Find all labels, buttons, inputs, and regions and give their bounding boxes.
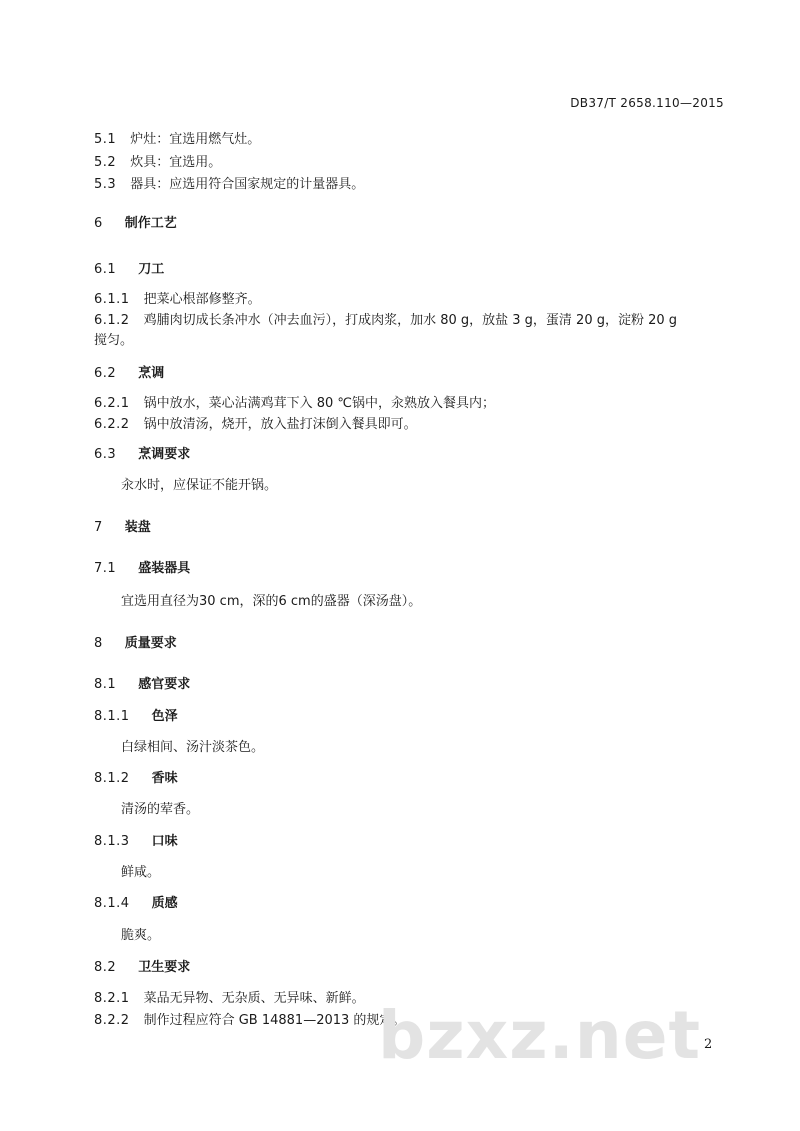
section-6-heading: [94, 216, 177, 232]
paragraph-text: 白绿相间、汤汁淡茶色。: [121, 740, 265, 755]
section-title: 刀工: [138, 262, 165, 277]
section-number: 8: [94, 636, 103, 651]
section-number: 6.2: [94, 366, 117, 381]
clause-number: 6.1.2: [94, 313, 130, 328]
clause-number: 8.2.2: [94, 1013, 130, 1028]
section-number: 6.1: [94, 262, 117, 277]
section-number: 8.1.2: [94, 771, 130, 786]
section-8-1-heading: [94, 677, 190, 693]
section-number: 8.1.4: [94, 896, 130, 911]
clause-number: 5.2: [94, 155, 117, 170]
paragraph-8-1-3: [121, 865, 160, 881]
paragraph-8-1-2: [121, 802, 199, 818]
paragraph-8-1-4: [121, 928, 160, 944]
paragraph-6-3: [121, 478, 277, 494]
page-number: 2: [704, 1037, 713, 1052]
clause-number: 5.1: [94, 132, 117, 147]
section-title: 盛装器具: [138, 561, 191, 576]
section-title: 装盘: [124, 520, 151, 535]
clause-text: 器具：应选用符合国家规定的计量器具。: [130, 177, 365, 192]
paragraph-text: 清汤的荤香。: [121, 802, 200, 817]
paragraph-7-1: [121, 594, 421, 610]
clause-text: 炉灶：宜选用燃气灶。: [130, 132, 261, 147]
paragraph-8-1-1: [121, 740, 264, 756]
section-title: 口味: [151, 834, 178, 849]
section-6-2-heading: [94, 366, 164, 382]
section-title: 烹调: [138, 366, 165, 381]
clause-5-3: [94, 177, 364, 193]
clause-number: 5.3: [94, 177, 117, 192]
section-title: 感官要求: [138, 677, 191, 692]
paragraph-text: 汆水时，应保证不能开锅。: [121, 478, 278, 493]
section-number: 8.2: [94, 960, 117, 975]
clause-6-2-1: [94, 396, 495, 412]
section-6-1-heading: [94, 262, 164, 278]
standard-code: DB37/T 2658.110—2015: [570, 96, 724, 110]
section-title: 质量要求: [124, 636, 177, 651]
clause-text: 锅中放清汤，烧开，放入盐打沫倒入餐具即可。: [143, 417, 417, 432]
section-6-3-heading: [94, 447, 190, 463]
section-number: 7.1: [94, 561, 117, 576]
clause-6-1-2: [94, 313, 677, 329]
paragraph-text: 鲜咸。: [121, 865, 161, 880]
section-number: 8.1: [94, 677, 117, 692]
section-number: 8.1.3: [94, 834, 130, 849]
clause-text: 锅中放水，菜心沾满鸡茸下入 80 ℃锅中，汆熟放入餐具内；: [143, 396, 495, 411]
clause-5-1: [94, 132, 260, 148]
clause-6-1-2-continued: [94, 333, 133, 349]
section-number: 6: [94, 216, 103, 231]
clause-8-2-1: [94, 991, 365, 1007]
section-number: 7: [94, 520, 103, 535]
section-7-1-heading: [94, 561, 190, 577]
section-title: 制作工艺: [124, 216, 177, 231]
clause-6-1-1: [94, 292, 261, 308]
section-title: 质感: [151, 896, 178, 911]
section-title: 烹调要求: [138, 447, 191, 462]
paragraph-text: 宜选用直径为30 cm，深的6 cm的盛器（深汤盘）。: [121, 594, 422, 609]
section-title: 色泽: [151, 709, 178, 724]
clause-6-2-2: [94, 417, 417, 433]
section-8-1-1-heading: [94, 709, 178, 725]
clause-text: 菜品无异物、无杂质、无异味、新鲜。: [143, 991, 365, 1006]
section-8-1-2-heading: [94, 771, 178, 787]
clause-5-2: [94, 155, 221, 171]
section-8-1-4-heading: [94, 896, 178, 912]
clause-text: 鸡脯肉切成长条冲水（冲去血污），打成肉浆，加水 80 g，放盐 3 g，蛋清 20 g，淀粉 20 g: [143, 313, 678, 328]
section-number: 6.3: [94, 447, 117, 462]
section-number: 8.1.1: [94, 709, 130, 724]
clause-text: 制作过程应符合 GB 14881—2013 的规定。: [143, 1013, 406, 1028]
section-title: 卫生要求: [138, 960, 191, 975]
section-8-1-3-heading: [94, 834, 178, 850]
clause-number: 6.2.2: [94, 417, 130, 432]
paragraph-text: 脆爽。: [121, 928, 161, 943]
clause-number: 8.2.1: [94, 991, 130, 1006]
clause-text: 炊具：宜选用。: [130, 155, 222, 170]
clause-number: 6.1.1: [94, 292, 130, 307]
section-8-heading: [94, 636, 177, 652]
clause-8-2-2: [94, 1013, 405, 1029]
section-8-2-heading: [94, 960, 190, 976]
section-title: 香味: [151, 771, 178, 786]
watermark: [378, 1000, 738, 1070]
clause-text: 搅匀。: [94, 333, 134, 348]
watermark-text: bzxz.net: [378, 1000, 702, 1070]
clause-text: 把菜心根部修整齐。: [143, 292, 261, 307]
clause-number: 6.2.1: [94, 396, 130, 411]
section-7-heading: [94, 520, 151, 536]
